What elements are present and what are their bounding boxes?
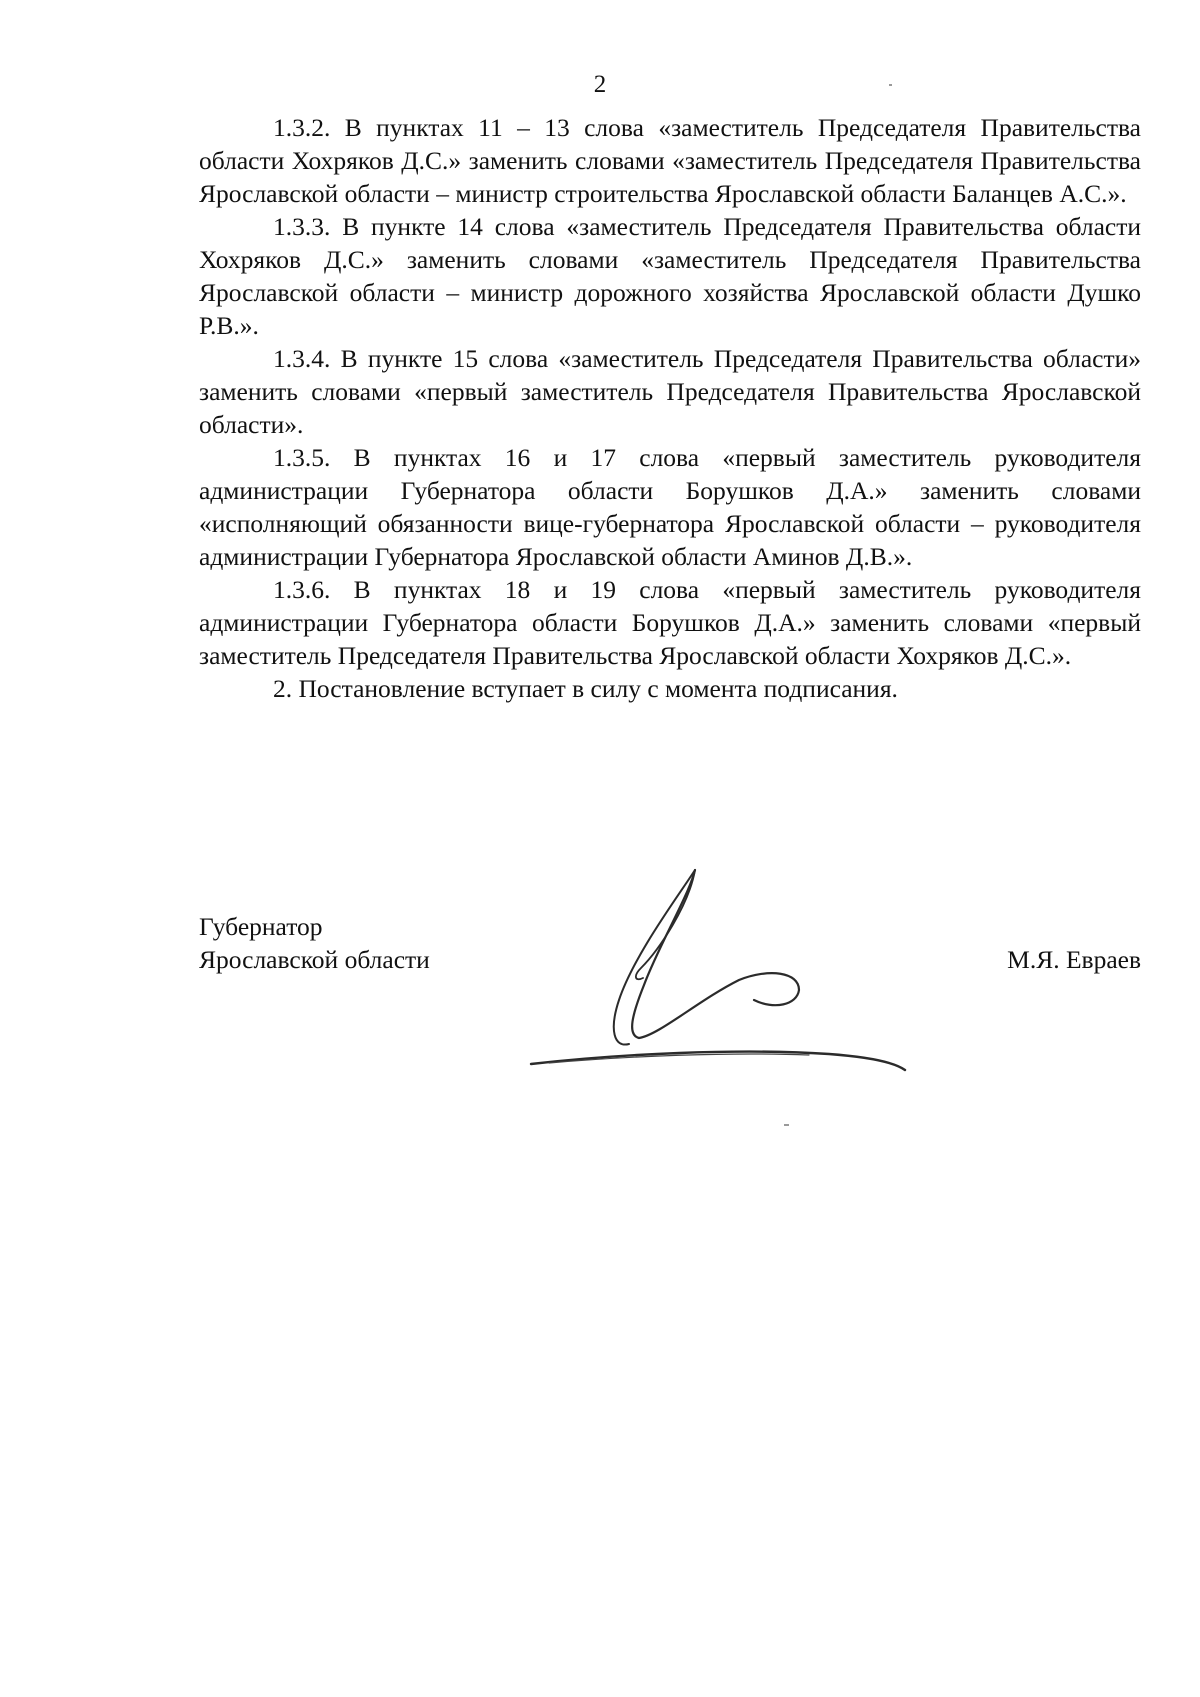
signature-block (199, 910, 1141, 1080)
scan-speck (889, 84, 892, 86)
signatory-name: М.Я. Евраев (1007, 945, 1141, 974)
paragraph-1-3-2: 1.3.2. В пунктах 11 – 13 слова «заместитель Председателя Правительства области Хохряков Д.С.» заменить словами «заместитель Председателя Правительства Ярославской области – министр строительства Ярославской области Баланцев А.С.». (199, 113, 1141, 208)
paragraph-1-3-6: 1.3.6. В пунктах 18 и 19 слова «первый заместитель руководителя администрации Губернатора области Борушков Д.А.» заменить словами «первый заместитель Председателя Правительства Ярославской области Хохряков Д.С.». (199, 575, 1141, 670)
signatory-position-line-1: Губернатор (199, 912, 323, 941)
signatory-position (199, 910, 430, 976)
handwritten-signature (509, 850, 929, 1080)
paragraph-1-3-3: 1.3.3. В пункте 14 слова «заместитель Председателя Правительства области Хохряков Д.С.» заменить словами «заместитель Председателя Правительства Ярославской области – министр дорожного хозяйства Ярославской области Душко Р.В.». (199, 212, 1141, 340)
page-number: 2 (593, 71, 607, 98)
scan-speck (784, 1124, 789, 1126)
signatory-position-line-2: Ярославской области (199, 945, 430, 974)
paragraph-1-3-5: 1.3.5. В пунктах 16 и 17 слова «первый заместитель руководителя администрации Губернатора области Борушков Д.А.» заменить словами «исполняющий обязанности вице-губернатора Ярославской области – руководителя администрации Губернатора Ярославской области Аминов Д.В.». (199, 443, 1141, 571)
paragraph-2: 2. Постановление вступает в силу с момента подписания. (273, 674, 898, 703)
document-body (199, 111, 1141, 705)
paragraph-1-3-4: 1.3.4. В пункте 15 слова «заместитель Председателя Правительства области» заменить словами «первый заместитель Председателя Правительства Ярославской области». (199, 344, 1141, 439)
